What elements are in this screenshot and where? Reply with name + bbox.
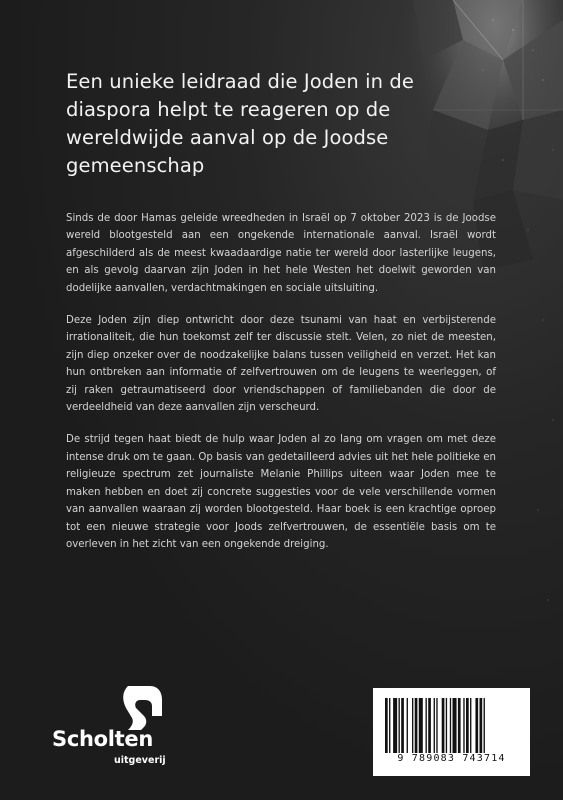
publisher-emblem-icon <box>122 686 162 730</box>
isbn-number: 9 789083 743714 <box>397 753 506 764</box>
blurb-paragraph: De strijd tegen haat biedt de hulp waar Joden al zo lang om vragen om met deze intense druk om te gaan. Op basis van gedetailleerd advies uit het hele politieke en religieuze spectrum zet journaliste Melanie Phillips uiteen waar Joden mee te maken hebben en doet zij concrete suggesties voor de vele verschillende vormen van aanvallen waaraan zij worden blootgesteld. Haar boek is een krachtige oproep tot een nieuwe strategie voor Joods zelfvertrouwen, de essentiële basis om te overleven in het zicht van een ongekende dreiging. <box>66 434 496 550</box>
headline: Een unieke leidraad die Joden in de diaspora helpt te reageren op de wereldwijde aanval op de Joodse gemeenschap <box>66 70 414 177</box>
publisher-subtitle: uitgeverij <box>114 755 166 766</box>
barcode-bars <box>383 698 520 753</box>
isbn-barcode <box>373 688 530 776</box>
blurb-paragraph: Deze Joden zijn diep ontwricht door deze tsunami van haat en verbijsterende irrationaliteit, die hun toekomst zelf ter discussie stelt. Velen, zo niet de meesten, zijn diep onzeker over de noodzakelijke balans tussen veiligheid en verzet. Het kan hun ontbreken aan informatie of zelfvertrouwen om de leugens te weerleggen, of zij raken getraumatiseerd door vriendschappen of familiebanden die door de verdeeldheid van deze aanvallen zijn verscheurd. <box>66 315 496 414</box>
blurb-paragraph: Sinds de door Hamas geleide wreedheden in Israël op 7 oktober 2023 is de Joodse wereld blootgesteld aan een ongekende internationale aanval. Israël wordt afgeschilderd als de meest kwaadaardige natie ter wereld door lasterlijke leugens, en als gevolg daarvan zijn Joden in het hele Westen het doelwit geworden van dodelijke aanvallen, verdachtmakingen en sociale uitsluiting. <box>66 213 496 294</box>
blurb <box>66 210 496 568</box>
publisher-logo <box>52 686 166 776</box>
publisher-name: Scholten <box>52 727 153 751</box>
